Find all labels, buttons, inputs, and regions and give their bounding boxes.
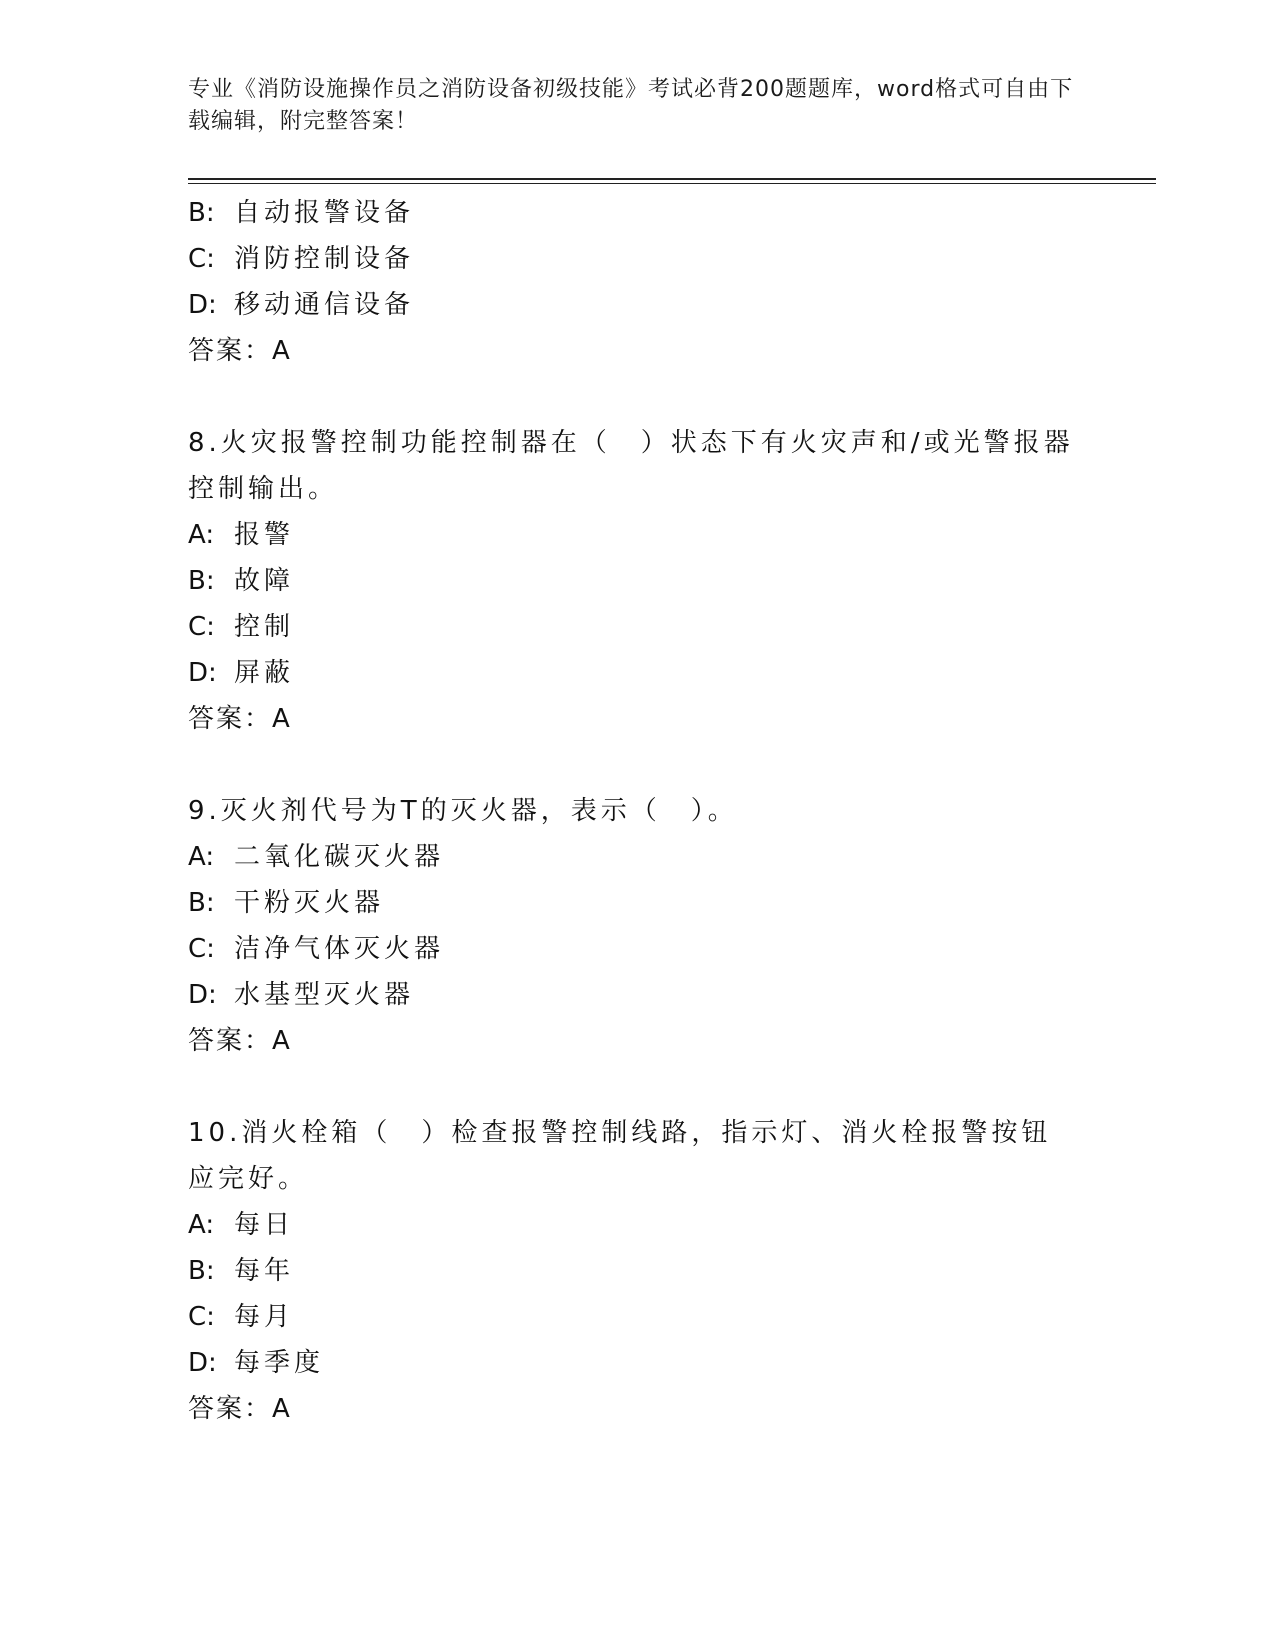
spacer xyxy=(188,742,1088,788)
option-row xyxy=(188,1248,1088,1294)
question-stem: 8.火灾报警控制功能控制器在（ ）状态下有火灾声和/或光警报器控制输出。 xyxy=(188,428,1074,504)
answer-line: 答案：A xyxy=(188,1394,292,1424)
option-row xyxy=(188,880,1088,926)
option-text: 自动报警设备 xyxy=(234,198,415,228)
option-row xyxy=(188,834,1088,880)
option-row xyxy=(188,236,1088,282)
question-list xyxy=(188,190,1088,1432)
option-letter: A: xyxy=(188,842,215,872)
option-letter: B: xyxy=(188,1256,215,1286)
question-block-10 xyxy=(188,1110,1088,1432)
option-text: 二氧化碳灭火器 xyxy=(234,842,445,872)
option-text: 屏蔽 xyxy=(234,658,295,688)
option-letter: A: xyxy=(188,520,215,550)
question-stem: 10.消火栓箱（ ）检查报警控制线路，指示灯、消火栓报警按钮应完好。 xyxy=(188,1118,1052,1194)
option-letter: C: xyxy=(188,1302,215,1332)
option-text: 洁净气体灭火器 xyxy=(234,934,445,964)
header-divider-thin xyxy=(188,183,1156,184)
question-block-9 xyxy=(188,788,1088,1064)
option-row xyxy=(188,1340,1088,1386)
option-row xyxy=(188,1202,1088,1248)
option-row xyxy=(188,926,1088,972)
option-letter: D: xyxy=(188,980,217,1010)
option-text: 消防控制设备 xyxy=(234,244,415,274)
option-text: 每日 xyxy=(234,1210,295,1240)
option-text: 水基型灭火器 xyxy=(234,980,415,1010)
question-block-8 xyxy=(188,420,1088,742)
option-row xyxy=(188,650,1088,696)
option-letter: C: xyxy=(188,934,215,964)
option-row xyxy=(188,190,1088,236)
spacer xyxy=(188,1064,1088,1110)
option-row xyxy=(188,1294,1088,1340)
option-letter: C: xyxy=(188,244,215,274)
option-letter: B: xyxy=(188,198,215,228)
option-letter: B: xyxy=(188,566,215,596)
answer-line: 答案：A xyxy=(188,1026,292,1056)
option-letter: D: xyxy=(188,1348,217,1378)
spacer xyxy=(188,374,1088,420)
option-letter: D: xyxy=(188,290,217,320)
header-divider-thick xyxy=(188,178,1156,180)
option-text: 每月 xyxy=(234,1302,295,1332)
option-text: 控制 xyxy=(234,612,295,642)
option-text: 每季度 xyxy=(234,1348,325,1378)
question-block-7 xyxy=(188,190,1088,374)
option-row xyxy=(188,604,1088,650)
question-stem: 9.灭火剂代号为T的灭火器，表示（ ）。 xyxy=(188,796,738,826)
option-letter: B: xyxy=(188,888,215,918)
option-row xyxy=(188,282,1088,328)
option-text: 干粉灭火器 xyxy=(234,888,385,918)
option-row xyxy=(188,972,1088,1018)
option-row xyxy=(188,512,1088,558)
option-text: 每年 xyxy=(234,1256,295,1286)
option-row xyxy=(188,558,1088,604)
option-text: 移动通信设备 xyxy=(234,290,415,320)
option-text: 故障 xyxy=(234,566,295,596)
option-letter: C: xyxy=(188,612,215,642)
option-text: 报警 xyxy=(234,520,295,550)
option-letter: A: xyxy=(188,1210,215,1240)
document-header: 专业《消防设施操作员之消防设备初级技能》考试必背200题题库，word格式可自由下载编辑，附完整答案！ xyxy=(188,77,1074,134)
option-letter: D: xyxy=(188,658,217,688)
answer-line: 答案：A xyxy=(188,704,292,734)
answer-line: 答案：A xyxy=(188,336,292,366)
